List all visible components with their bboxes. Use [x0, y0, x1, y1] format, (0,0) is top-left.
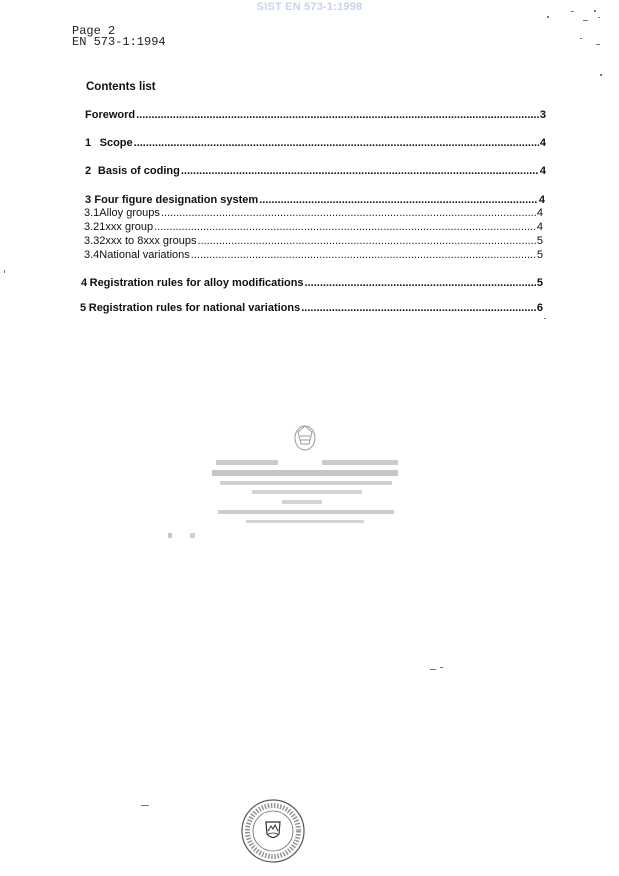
toc-number: 3.1 — [84, 207, 100, 219]
toc-entry-national-variations[interactable] — [84, 249, 543, 261]
toc-entry-1xxx-group[interactable] — [84, 221, 543, 233]
page-header — [72, 26, 166, 48]
toc-number: 3.2 — [84, 221, 100, 233]
toc-entry-registration-national[interactable] — [80, 302, 543, 314]
toc-number: 3.4 — [84, 249, 100, 261]
toc-label: Registration rules for national variations — [88, 302, 301, 314]
contents-title: Contents list — [86, 81, 156, 93]
toc-leader — [134, 137, 539, 149]
page-number: Page 2 — [72, 24, 116, 38]
toc-label: Registration rules for alloy modifications — [89, 277, 304, 289]
toc-number: 2 — [85, 165, 92, 177]
toc-page: 6 — [536, 302, 543, 314]
toc-page: 4 — [538, 194, 545, 206]
stamp-text-lines — [212, 460, 398, 523]
toc-number: 3 — [85, 194, 92, 206]
toc-label: Four figure designation system — [94, 194, 259, 206]
toc-leader — [191, 249, 536, 261]
toc-number: 1 — [85, 137, 92, 149]
toc-page: 3 — [539, 109, 546, 121]
toc-page: 4 — [536, 207, 543, 219]
watermark: SIST EN 573-1:1998 — [256, 1, 363, 13]
toc-label: Scope — [99, 137, 133, 149]
toc-leader — [154, 221, 536, 233]
toc-entry-2xxx-to-8xxx[interactable] — [84, 235, 543, 247]
shield-icon — [266, 822, 280, 838]
toc-number: 5 — [80, 302, 87, 314]
toc-leader — [301, 302, 536, 314]
toc-entry-alloy-groups[interactable] — [84, 207, 543, 219]
toc-leader — [305, 277, 536, 289]
toc-label: 2xxx to 8xxx groups — [99, 235, 197, 247]
toc-leader — [259, 194, 538, 206]
toc-entry-four-figure-designation[interactable] — [85, 194, 545, 206]
toc-page: 5 — [536, 277, 543, 289]
toc-page: 5 — [536, 249, 543, 261]
toc-entry-foreword[interactable] — [85, 109, 546, 121]
toc-entry-registration-alloy[interactable] — [81, 277, 543, 289]
toc-leader — [161, 207, 536, 219]
toc-page: 4 — [536, 221, 543, 233]
toc-label: 1xxx group — [99, 221, 154, 233]
toc-leader — [181, 165, 539, 177]
standard-number: EN 573-1:1994 — [72, 35, 166, 49]
faded-stamp-graphic — [212, 424, 402, 539]
toc-entry-scope[interactable] — [85, 137, 546, 149]
toc-label: Alloy groups — [99, 207, 160, 219]
toc-leader — [198, 235, 536, 247]
toc-label: Foreword — [85, 109, 136, 121]
toc-number: 4 — [81, 277, 88, 289]
toc-page: 4 — [539, 137, 546, 149]
toc-page: 4 — [539, 165, 546, 177]
toc-number: 3.3 — [84, 235, 100, 247]
toc-leader — [136, 109, 539, 121]
toc-page: 5 — [536, 235, 543, 247]
round-seal-graphic — [238, 798, 308, 864]
coat-of-arms-icon — [295, 426, 315, 450]
toc-entry-basis-of-coding[interactable] — [85, 165, 546, 177]
toc-label: National variations — [99, 249, 190, 261]
toc-label: Basis of coding — [97, 165, 180, 177]
